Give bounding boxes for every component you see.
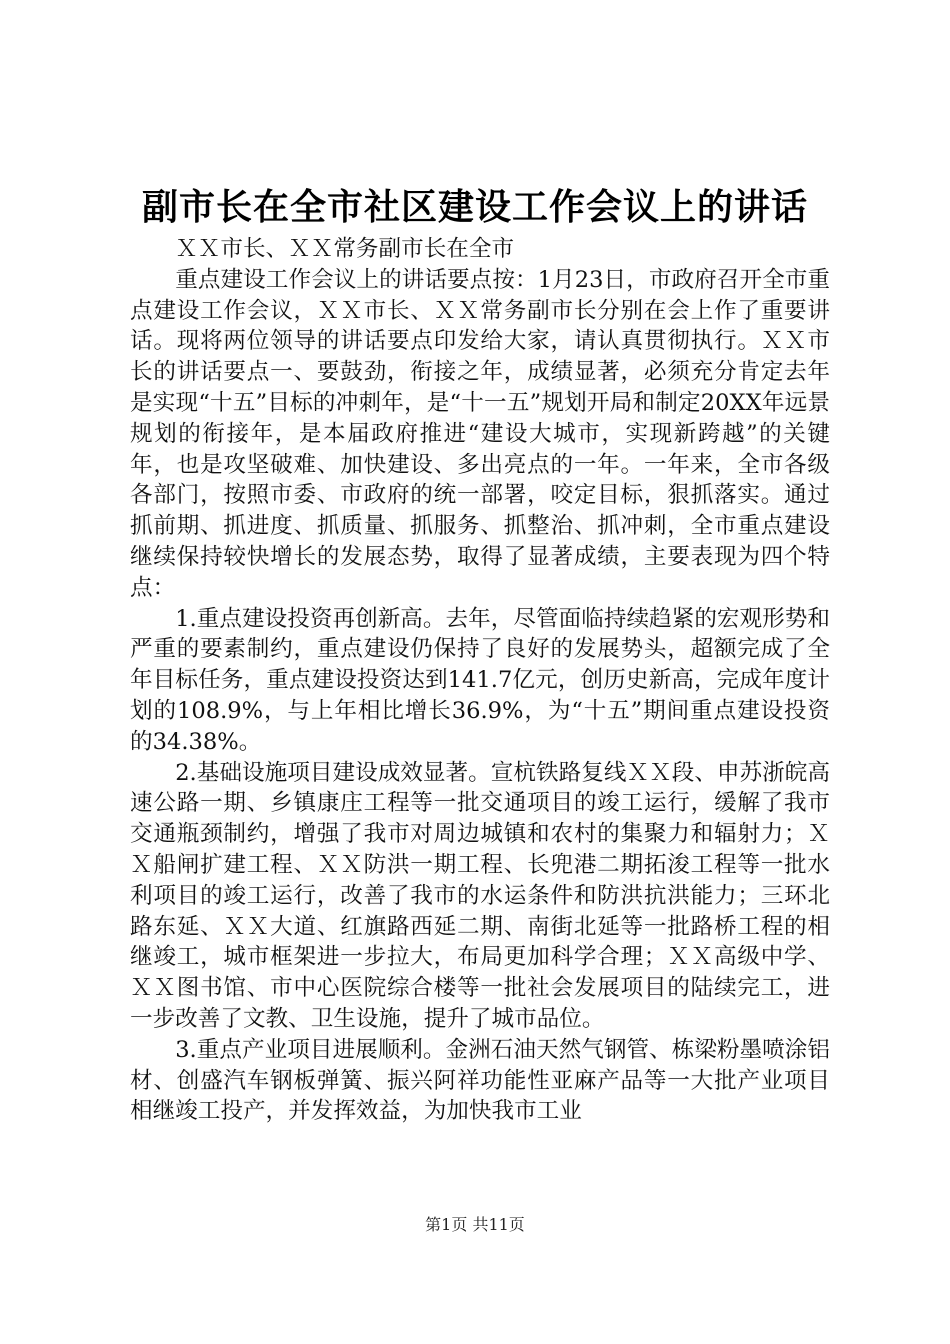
paragraph-2: 重点建设工作会议上的讲话要点按：1月23日，市政府召开全市重点建设工作会议，ＸＸ市长、ＸＸ常务副市长分别在会上作了重要讲话。现将两位领导的讲话要点印发给大家，请认真贯彻执行。ＸＸ市长的讲话要点一、要鼓劲，衔接之年，成绩显著，必须充分肯定去年是实现“十五”目标的冲刺年，是“十一五”规划开局和制定20XX年远景规划的衔接年，是本届政府推进“建设大城市，实现新跨越”的关键年，也是攻坚破难、加快建设、多出亮点的一年。一年来，全市各级各部门，按照市委、市政府的统一部署，咬定目标，狠抓落实。通过抓前期、抓进度、抓质量、抓服务、抓整治、抓冲刺，全市重点建设继续保持较快增长的发展态势，取得了显著成绩，主要表现为四个特点：	[130, 266, 830, 601]
paragraph-4: 2.基础设施项目建设成效显著。宣杭铁路复线ＸＸ段、申苏浙皖高速公路一期、乡镇康庄工程等一批交通项目的竣工运行，缓解了我市交通瓶颈制约，增强了我市对周边城镇和农村的集聚力和辐射力；ＸＸ船闸扩建工程、ＸＸ防洪一期工程、长兜港二期拓浚工程等一批水利项目的竣工运行，改善了我市的水运条件和防洪抗洪能力；三环北路东延、ＸＸ大道、红旗路西延二期、南街北延等一批路桥工程的相继竣工，城市框架进一步拉大，布局更加科学合理；ＸＸ高级中学、ＸＸ图书馆、市中心医院综合楼等一批社会发展项目的陆续完工，进一步改善了文教、卫生设施，提升了城市品位。	[130, 759, 830, 1032]
paragraph-1: ＸＸ市长、ＸＸ常务副市长在全市	[175, 236, 515, 262]
document-body	[130, 234, 830, 1127]
page-footer: 第1页 共11页	[425, 1215, 525, 1234]
paragraph-5: 3.重点产业项目进展顺利。金洲石油天然气钢管、栋梁粉墨喷涂铝材、创盛汽车钢板弹簧、振兴阿祥功能性亚麻产品等一大批产业项目相继竣工投产，并发挥效益，为加快我市工业	[130, 1036, 830, 1125]
paragraph-3: 1.重点建设投资再创新高。去年，尽管面临持续趋紧的宏观形势和严重的要素制约，重点建设仍保持了良好的发展势头，超额完成了全年目标任务，重点建设投资达到141.7亿元，创历史新高，完成年度计划的108.9%，与上年相比增长36.9%，为“十五”期间重点建设投资的34.38%。	[130, 605, 830, 755]
document-title: 副市长在全市社区建设工作会议上的讲话	[141, 187, 808, 228]
